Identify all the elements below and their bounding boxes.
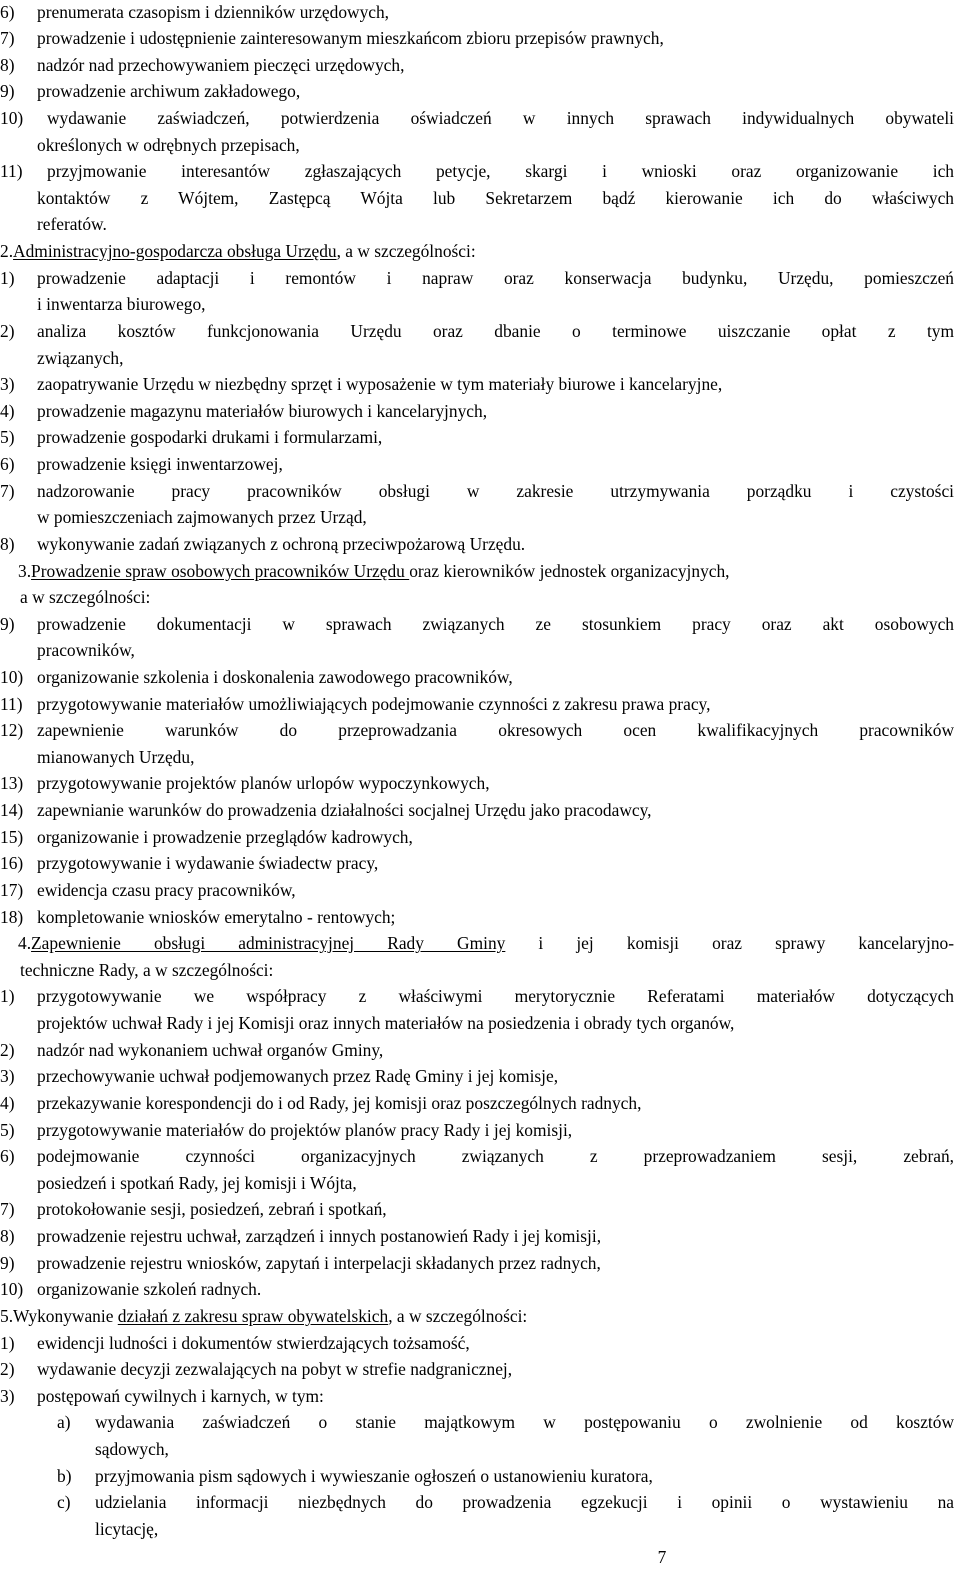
item-number: 10): [0, 1279, 24, 1300]
item-continuation: związanych,: [37, 347, 124, 368]
section-heading: [0, 1303, 527, 1329]
text-line: [0, 691, 960, 717]
item-text: udzielania informacji niezbędnych do prowadzenia egzekucji i opinii o wystawieniu na: [95, 1492, 954, 1513]
text-line: [0, 850, 960, 876]
text-line: [0, 558, 960, 584]
item-text: podejmowanie czynności organizacyjnych związanych z przeprowadzaniem sesji, zebrań,: [37, 1146, 954, 1167]
item-number: 10): [0, 107, 24, 128]
item-number: 16): [0, 853, 24, 874]
item-text: organizowanie szkolenia i doskonalenia zawodowego pracowników,: [37, 667, 513, 687]
item-number: 1): [0, 986, 15, 1007]
item-number: a): [57, 1412, 71, 1433]
text-line: [0, 211, 960, 237]
text-line: [0, 291, 960, 317]
item-number: 17): [0, 879, 24, 900]
section-title-prefix: Wykonywanie: [13, 1305, 118, 1326]
item-number: 11): [0, 161, 23, 182]
item-number: 8): [0, 1226, 15, 1247]
item-text: kompletowanie wniosków emerytalno - rentowych;: [37, 906, 396, 927]
item-number: 1): [0, 1332, 15, 1353]
item-number: 15): [0, 826, 24, 847]
item-text: prowadzenie rejestru wniosków, zapytań i interpelacji składanych przez radnych,: [37, 1252, 601, 1273]
item-number: 8): [0, 533, 15, 554]
item-number: 2): [0, 1039, 15, 1060]
text-line: [0, 983, 960, 1009]
item-continuation: referatów.: [37, 214, 107, 235]
item-continuation: kontaktów z Wójtem, Zastępcą Wójta lub Sekretarzem bądź kierowanie ich do właściwych: [37, 187, 954, 208]
text-line: [0, 1383, 960, 1409]
text-line: [0, 1090, 960, 1116]
item-continuation: projektów uchwał Rady i jej Komisji oraz innych materiałów na posiedzenia i obrady tych organów,: [37, 1013, 735, 1034]
text-line: [0, 1463, 960, 1489]
text-line: [0, 717, 960, 743]
text-line: [0, 1170, 960, 1196]
text-line: [0, 318, 960, 344]
item-text: nadzorowanie pracy pracowników obsługi w zakresie utrzymywania porządku i czystości: [37, 480, 954, 501]
text-line: [0, 584, 960, 610]
section-number: 5.: [0, 1305, 14, 1326]
item-text: prowadzenie gospodarki drukami i formularzami,: [37, 427, 383, 448]
item-continuation: a w szczególności:: [20, 587, 151, 608]
item-number: 13): [0, 773, 24, 794]
text-line: [0, 1489, 960, 1515]
item-number: 10): [0, 667, 24, 687]
text-line: [0, 930, 960, 956]
item-text: przygotowywanie we współpracy z właściwymi merytorycznie Referatami materiałów dotyczących: [37, 986, 954, 1007]
text-line: [0, 238, 960, 264]
item-text: przekazywanie korespondencji do i od Rady, jej komisji oraz poszczególnych radnych,: [37, 1092, 642, 1113]
item-number: 2): [0, 320, 15, 341]
item-number: 7): [0, 28, 15, 49]
section-title-rest: i jej komisji oraz sprawy kancelaryjno-: [505, 933, 955, 954]
text-line: [0, 1516, 960, 1542]
text-line: [0, 398, 960, 424]
item-number: 11): [0, 693, 23, 714]
item-text: ewidencji ludności i dokumentów stwierdzających tożsamość,: [37, 1332, 470, 1353]
item-continuation: posiedzeń i spotkań Rady, jej komisji i Wójta,: [37, 1172, 357, 1193]
item-number: 8): [0, 54, 15, 75]
section-title-underlined: Zapewnienie obsługi administracyjnej Rady Gminy: [31, 933, 506, 954]
item-text: organizowanie szkoleń radnych.: [37, 1279, 262, 1300]
item-number: 6): [0, 1146, 15, 1167]
text-line: [0, 611, 960, 637]
item-number: 9): [0, 1252, 15, 1273]
text-line: [0, 1196, 960, 1222]
text-line: [0, 424, 960, 450]
text-line: [0, 904, 960, 930]
text-line: [0, 371, 960, 397]
item-number: c): [57, 1492, 71, 1513]
item-text: przygotowywanie i wydawanie świadectw pracy,: [37, 853, 379, 874]
item-text: prowadzenie dokumentacji w sprawach związanych ze stosunkiem pracy oraz akt osobowych: [37, 613, 954, 634]
item-text: ewidencja czasu pracy pracowników,: [37, 879, 296, 900]
text-line: [0, 105, 960, 131]
item-continuation: określonych w odrębnych przepisach,: [37, 134, 300, 155]
item-text: zaopatrywanie Urzędu w niezbędny sprzęt i wyposażenie w tym materiały biurowe i kancelaryjne,: [37, 374, 723, 395]
text-line: [0, 797, 960, 823]
item-text: protokołowanie sesji, posiedzeń, zebrań i spotkań,: [37, 1199, 387, 1220]
item-number: 5): [0, 1119, 15, 1140]
text-line: [0, 877, 960, 903]
text-line: [0, 478, 960, 504]
item-number: 12): [0, 720, 24, 741]
text-line: [0, 1010, 960, 1036]
item-text: zapewnienie warunków do przeprowadzania okresowych ocen kwalifikacyjnych pracowników: [37, 720, 954, 741]
item-text: przyjmowania pism sądowych i wywieszanie ogłoszeń o ustanowieniu kuratora,: [95, 1465, 653, 1486]
item-text: wydawanie decyzji zezwalających na pobyt w strefie nadgranicznej,: [37, 1359, 513, 1380]
text-line: [0, 744, 960, 770]
item-text: przygotowywanie materiałów umożliwiających podejmowanie czynności z zakresu prawa pracy,: [37, 693, 711, 714]
text-line: [0, 1117, 960, 1143]
text-line: [0, 1143, 960, 1169]
item-number: 3): [0, 1066, 15, 1087]
section-title-rest: , a w szczególności:: [336, 241, 476, 262]
item-continuation: sądowych,: [95, 1438, 169, 1459]
item-number: 7): [0, 480, 15, 501]
section-title-rest: , a w szczególności:: [388, 1305, 528, 1326]
section-number: 4.: [18, 933, 32, 954]
item-continuation: w pomieszczeniach zajmowanych przez Urząd,: [37, 507, 367, 528]
section-number: 2.: [0, 241, 14, 262]
item-number: 9): [0, 81, 15, 102]
item-number: 6): [0, 1, 15, 22]
item-text: prowadzenie rejestru uchwał, zarządzeń i innych postanowień Rady i jej komisji,: [37, 1226, 602, 1247]
item-text: prowadzenie adaptacji i remontów i napraw oraz konserwacja budynku, Urzędu, pomieszczeń: [37, 267, 954, 288]
item-number: 5): [0, 427, 15, 448]
item-number: 14): [0, 800, 24, 821]
item-text: przygotowywanie materiałów do projektów planów pracy Rady i jej komisji,: [37, 1119, 573, 1140]
text-line: [0, 770, 960, 796]
item-text: wykonywanie zadań związanych z ochroną przeciwpożarową Urzędu.: [37, 533, 526, 554]
section-title-underlined: Administracyjno-gospodarcza obsługa Urzędu: [13, 241, 337, 262]
text-line: [0, 1356, 960, 1382]
item-text: nadzór nad wykonaniem uchwał organów Gminy,: [37, 1039, 384, 1060]
text-line: [0, 451, 960, 477]
item-text: nadzór nad przechowywaniem pieczęci urzędowych,: [37, 54, 405, 75]
item-number: 3): [0, 374, 15, 395]
text-line: [0, 158, 960, 184]
text-line: [0, 1276, 960, 1302]
text-line: [0, 637, 960, 663]
item-text: przyjmowanie interesantów zgłaszających petycje, skargi i wnioski oraz organizowanie ich: [47, 161, 954, 182]
item-number: 3): [0, 1385, 15, 1406]
item-text: prenumerata czasopism i dzienników urzędowych,: [37, 1, 390, 22]
text-line: [0, 664, 960, 690]
section-title-rest: oraz kierowników jednostek organizacyjnych,: [409, 560, 730, 581]
item-text: prowadzenie i udostępnienie zainteresowanym mieszkańcom zbioru przepisów prawnych,: [37, 28, 664, 49]
item-number: 4): [0, 400, 15, 421]
section-number: 3.: [18, 560, 32, 581]
item-number: 1): [0, 267, 15, 288]
item-text: zapewnianie warunków do prowadzenia działalności socjalnej Urzędu jako pracodawcy,: [37, 800, 652, 821]
item-number: 4): [0, 1092, 15, 1113]
item-text: prowadzenie archiwum zakładowego,: [37, 81, 301, 102]
text-line: [0, 1436, 960, 1462]
section-heading: [18, 558, 730, 584]
section-title-underlined: działań z zakresu spraw obywatelskich: [117, 1305, 389, 1326]
item-text: prowadzenie księgi inwentarzowej,: [37, 454, 283, 475]
text-line: [0, 1330, 960, 1356]
item-continuation: mianowanych Urzędu,: [37, 746, 195, 767]
text-line: [0, 1223, 960, 1249]
item-continuation: i inwentarza biurowego,: [37, 294, 206, 315]
item-text: analiza kosztów funkcjonowania Urzędu oraz dbanie o terminowe uiszczanie opłat z tym: [37, 320, 954, 341]
item-number: 18): [0, 906, 24, 927]
page-number: 7: [657, 1547, 667, 1567]
text-line: [0, 1303, 960, 1329]
item-text: postępowań cywilnych i karnych, w tym:: [37, 1385, 324, 1406]
text-line: [0, 52, 960, 78]
text-line: [0, 78, 960, 104]
item-continuation: techniczne Rady, a w szczególności:: [20, 959, 274, 980]
item-text: przygotowywanie projektów planów urlopów wypoczynkowych,: [37, 773, 490, 794]
text-line: [0, 265, 960, 291]
text-line: [0, 132, 960, 158]
text-line: [0, 1037, 960, 1063]
text-line: [0, 1409, 960, 1435]
text-line: [0, 185, 960, 211]
section-heading: [18, 930, 954, 956]
item-number: 9): [0, 613, 15, 634]
item-number: 7): [0, 1199, 15, 1220]
item-number: 6): [0, 454, 15, 475]
item-text: organizowanie i prowadzenie przeglądów kadrowych,: [37, 826, 413, 847]
item-text: wydawanie zaświadczeń, potwierdzenia oświadczeń w innych sprawach indywidualnych obywateli: [47, 107, 954, 128]
item-continuation: licytację,: [95, 1518, 159, 1539]
text-line: [0, 531, 960, 557]
item-number: b): [57, 1465, 72, 1486]
text-line: [0, 1063, 960, 1089]
text-line: [0, 957, 960, 983]
section-heading: [0, 238, 476, 264]
text-line: [0, 1250, 960, 1276]
item-text: przechowywanie uchwał podjemowanych przez Radę Gminy i jej komisje,: [37, 1066, 559, 1087]
item-continuation: pracowników,: [37, 640, 135, 661]
text-line: [0, 824, 960, 850]
section-title-underlined: Prowadzenie spraw osobowych pracowników Urzędu: [31, 560, 410, 581]
text-line: [0, 25, 960, 51]
text-line: [0, 345, 960, 371]
item-number: 2): [0, 1359, 15, 1380]
item-text: wydawania zaświadczeń o stanie majątkowym w postępowaniu o zwolnienie od kosztów: [95, 1412, 954, 1433]
text-line: [0, 504, 960, 530]
item-text: prowadzenie magazynu materiałów biurowych i kancelaryjnych,: [37, 400, 488, 421]
text-line: [0, 0, 960, 25]
